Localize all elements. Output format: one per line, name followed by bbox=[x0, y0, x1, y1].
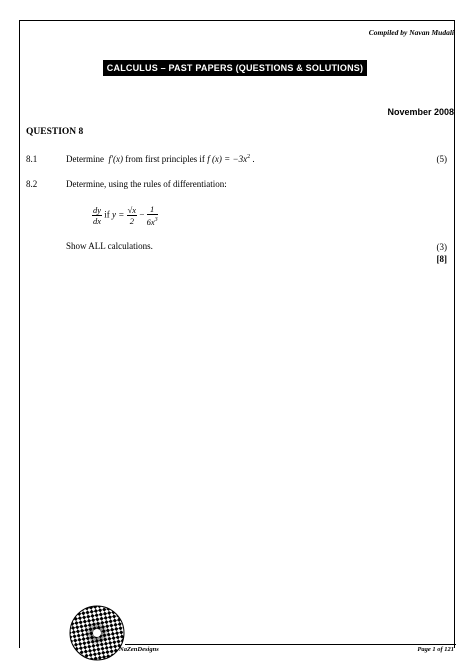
formula-if: if bbox=[104, 209, 110, 220]
fraction-denominator: 2 bbox=[129, 215, 134, 226]
footer-designs: NaZenDesigns bbox=[119, 646, 159, 653]
nazen-logo-icon bbox=[69, 605, 125, 661]
math-expression: f (x) = −3x bbox=[207, 154, 248, 164]
total-marks: [8] bbox=[436, 254, 447, 264]
fraction-root-x bbox=[127, 205, 137, 226]
question-text-part: from first principles if bbox=[125, 154, 205, 164]
exam-date: November 2008 bbox=[387, 107, 454, 117]
instruction-note: Show ALL calculations. bbox=[66, 241, 153, 251]
sentence-end: . bbox=[252, 154, 255, 164]
fraction-denominator bbox=[147, 215, 158, 227]
exponent: 3 bbox=[154, 217, 158, 223]
fraction-one-over bbox=[147, 204, 158, 227]
question-number: 8.1 bbox=[26, 154, 38, 164]
fraction-numerator: √x bbox=[127, 204, 137, 215]
question-title: QUESTION 8 bbox=[26, 127, 84, 137]
denominator-base: 6x bbox=[146, 216, 155, 227]
exponent: 2 bbox=[247, 154, 251, 160]
derivative-formula bbox=[92, 204, 158, 227]
marks: (3) bbox=[436, 242, 447, 252]
fraction-denominator: dx bbox=[93, 215, 102, 226]
marks: (5) bbox=[436, 154, 447, 164]
question-number: 8.2 bbox=[26, 179, 38, 189]
footer-rule bbox=[125, 644, 456, 645]
fraction-dy-dx bbox=[92, 205, 102, 226]
fraction-numerator: dy bbox=[93, 204, 102, 215]
page-number: Page 1 of 121 bbox=[417, 646, 454, 653]
compiled-by: Compiled by Navan Mudali bbox=[368, 28, 454, 37]
fraction-numerator: 1 bbox=[147, 204, 158, 215]
formula-minus: − bbox=[139, 209, 145, 220]
math-expression: f′(x) bbox=[108, 154, 123, 164]
question-text-part: Determine bbox=[66, 154, 104, 164]
question-text: Determine, using the rules of differentiation: bbox=[66, 179, 227, 189]
title-banner: CALCULUS – PAST PAPERS (QUESTIONS & SOLUTIONS) bbox=[104, 61, 366, 75]
question-text bbox=[66, 154, 255, 164]
formula-y-eq: y = bbox=[112, 209, 125, 220]
